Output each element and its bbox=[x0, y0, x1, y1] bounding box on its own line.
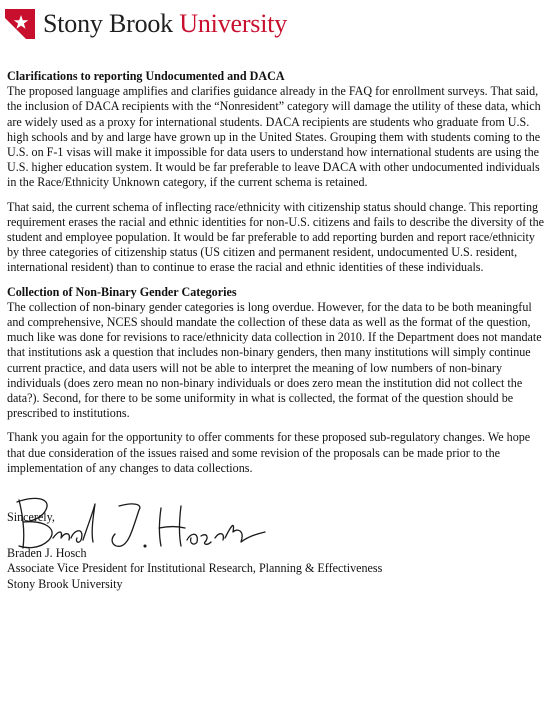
signature-block bbox=[7, 510, 548, 592]
section-heading-daca: Clarifications to reporting Undocumented and DACA bbox=[7, 69, 285, 83]
signatory-institution: Stony Brook University bbox=[7, 576, 123, 591]
signatory-title: Associate Vice President for Institutional Research, Planning & Effectiveness bbox=[7, 561, 383, 576]
wordmark-university: University bbox=[179, 9, 288, 38]
wordmark-stony-brook: Stony Brook bbox=[43, 9, 173, 38]
stony-brook-star-shield-icon bbox=[5, 9, 35, 39]
paragraph-thanks: Thank you again for the opportunity to offer comments for these proposed sub-regulatory changes. We hope that due consideration of the issues raised and some revision of the proposals can be made prior to the implementation of any changes to data collections. bbox=[7, 430, 531, 475]
paragraph-daca-1: The proposed language amplifies and clarifies guidance already in the FAQ for enrollment surveys. That said, the inclusion of DACA recipients with the “Nonresident” category will damage the utility of these data, which are widely used as a proxy for international students. DACA recipients are students who graduate from U.S. high schools and by and large have grown up in the United States. Grouping them with students coming to the U.S. on F-1 visas will make it impossible for data users to understand how international students are using the U.S. higher education system. It would be far preferable to leave DACA with other undocumented individuals in the Race/Ethnicity Unknown category, if the current schema is retained. bbox=[7, 84, 541, 190]
paragraph-gender-1: The collection of non-binary gender categories is long overdue. However, for the data to be both meaningful and comprehensive, NCES should mandate the collection of these data as well as the format of the question, much like was done for revisions to race/ethnicity data collection in 2010. If the Department does not mandate that institutions ask a question that includes non-binary genders, then many institutions will simply continue current practice, and data users will not be able to interpret the meaning of low numbers of non-binary individuals (does zero mean no non-binary individuals or does zero mean the institution did not collect the data?). Second, for there to be some uniformity in what is collected, the format of the question should be prescribed to institutions. bbox=[7, 299, 542, 421]
paragraph-daca-2: That said, the current schema of inflecting race/ethnicity with citizenship status should change. This reporting requirement erases the racial and ethnic identities for non-U.S. citizens and fails to describe the diversity of the student and employee population. It would be far preferable to add reporting burden and report race/ethnicity by three categories of citizenship status (US citizen and permanent resident, undocumented U.S. resident, international resident) than to continue to erase the racial and ethnic identities of these individuals. bbox=[7, 199, 544, 275]
letterhead bbox=[5, 6, 345, 44]
salutation: Sincerely, bbox=[7, 510, 55, 525]
university-wordmark bbox=[43, 8, 287, 40]
section-heading-gender: Collection of Non-Binary Gender Categories bbox=[7, 284, 237, 299]
signatory-name: Braden J. Hosch bbox=[7, 546, 87, 561]
letter-body bbox=[7, 69, 548, 592]
